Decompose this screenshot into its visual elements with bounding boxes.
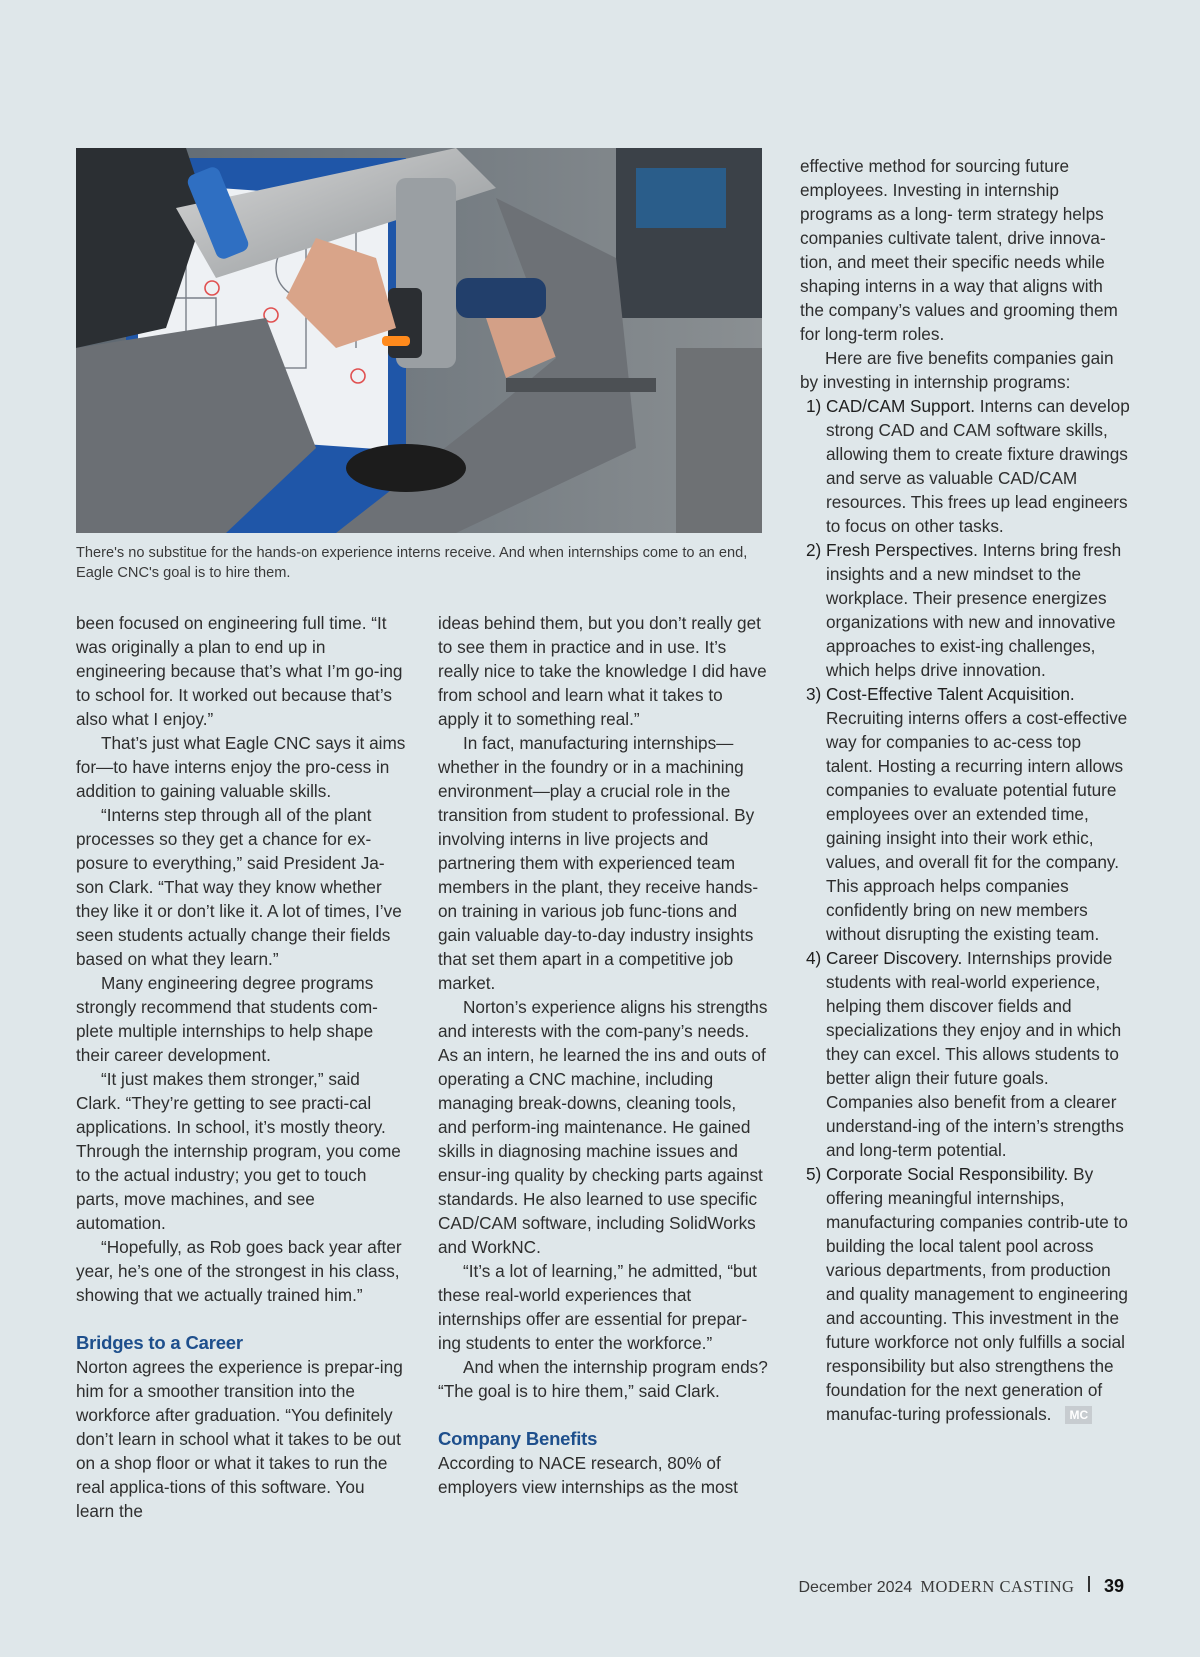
list-number: 3) [806, 684, 822, 704]
list-item-heading: Career Discovery. [826, 948, 963, 968]
list-item-heading: Cost-Effective Talent Acquisition. [826, 684, 1075, 704]
list-item [800, 946, 1130, 1162]
list-item-heading: Fresh Perspectives. [826, 540, 978, 560]
list-item-body: Recruiting interns offers a cost-effective way for companies to ac-cess top talent. Hosting a recurring intern allows companies to evaluate potential future employees over an extended time, gaining insight into their work ethic, values, and overall fit for the company. This approach helps companies confidently bring on new members without disrupting the existing team. [826, 708, 1128, 944]
list-item [800, 1162, 1130, 1426]
article-column-1 [76, 611, 406, 1523]
issue-date: December 2024 [798, 1579, 913, 1596]
article-column-2 [438, 611, 768, 1499]
page-number: 39 [1103, 1576, 1124, 1596]
article-photo [76, 148, 762, 533]
list-item-body: Interns can develop strong CAD and CAM software skills, allowing them to create fixture drawings and serve as valuable CAD/CAM resources. This frees up lead engineers to focus on other tasks. [826, 396, 1130, 536]
section-heading: Company Benefits [438, 1428, 598, 1449]
paragraph: “Hopefully, as Rob goes back year after year, he’s one of the strongest in his class, showing that we actually trained him.” [76, 1237, 402, 1305]
paragraph: “It’s a lot of learning,” he admitted, “but these real-world experiences that internships offer are essential for prepar-ing students to enter the workforce.” [438, 1261, 757, 1353]
photo-illustration [76, 148, 762, 533]
paragraph: And when the internship program ends? “The goal is to hire them,” said Clark. [438, 1357, 768, 1401]
list-number: 1) [806, 396, 822, 416]
paragraph: “It just makes them stronger,” said Clark. “They’re getting to see practi-cal applications. In school, it’s mostly theory. Through the internship program, you come to the actual industry; you get to touch parts, move machines, and see automation. [76, 1069, 401, 1233]
list-number: 4) [806, 948, 822, 968]
list-item-heading: Corporate Social Responsibility. [826, 1164, 1069, 1184]
list-item [800, 538, 1130, 682]
list-number: 5) [806, 1164, 822, 1184]
paragraph: ideas behind them, but you don’t really get to see them in practice and in use. It’s really nice to take the knowledge I did have from school and learn what it takes to apply it to something real.” [438, 613, 767, 729]
end-mark-logo: MC [1065, 1406, 1092, 1424]
page-footer [798, 1576, 1124, 1597]
paragraph: Many engineering degree programs strongly recommend that students com-plete multiple internships to help shape their career development. [76, 973, 378, 1065]
paragraph: Here are five benefits companies gain by investing in internship programs: [800, 348, 1114, 392]
list-item [800, 394, 1130, 538]
article-column-3 [800, 154, 1130, 1426]
paragraph: effective method for sourcing future employees. Investing in internship programs as a long- term strategy helps companies cultivate talent, drive innova-tion, and meet their specific needs while shaping interns in a way that aligns with the company’s values and grooming them for long-term roles. [800, 156, 1118, 344]
paragraph: Norton agrees the experience is prepar-ing him for a smoother transition into the workforce after graduation. “You definitely don’t learn in school what it takes to be out on a shop floor or what it takes to run the real applica-tions of this software. You learn the [76, 1357, 403, 1521]
paragraph: That’s just what Eagle CNC says it aims for—to have interns enjoy the pro-cess in addition to gaining valuable skills. [76, 733, 406, 801]
photo-caption: There's no substitue for the hands-on experience interns receive. And when internships come to an end, Eagle CNC's goal is to hire them. [76, 545, 748, 581]
list-item-heading: CAD/CAM Support. [826, 396, 976, 416]
footer-divider [1088, 1576, 1090, 1592]
section-heading: Bridges to a Career [76, 1332, 243, 1353]
publication-name: MODERN CASTING [920, 1577, 1075, 1596]
paragraph: According to NACE research, 80% of employers view internships as the most [438, 1453, 738, 1497]
list-item [800, 682, 1130, 946]
paragraph: In fact, manufacturing internships—whether in the foundry or in a machining environment—play a crucial role in the transition from student to professional. By involving interns in live projects and partnering them with experienced team members in the plant, they receive hands-on training in various job func-tions and gain valuable day-to-day industry insights that set them apart in a competitive job market. [438, 733, 759, 993]
benefits-list [800, 394, 1130, 1426]
paragraph: been focused on engineering full time. “It was originally a plan to end up in engineering because that’s what I’m go-ing to school for. It worked out because that’s also what I enjoy.” [76, 613, 403, 729]
list-item-body: By offering meaningful internships, manufacturing companies contrib-ute to building the local talent pool across various departments, from production and quality management to engineering and accounting. This investment in the future workforce not only fulfills a social responsibility but also strengthens the foundation for the next generation of manufac-turing professionals. [826, 1164, 1128, 1424]
list-number: 2) [806, 540, 822, 560]
paragraph: “Interns step through all of the plant processes so they get a chance for ex-posure to everything,” said President Ja-son Clark. “That way they know whether they like it or don’t like it. A lot of times, I’ve seen students actually change their fields based on what they learn.” [76, 805, 402, 969]
list-item-body: Interns bring fresh insights and a new mindset to the workplace. Their presence energizes organizations with new and innovative approaches to exist-ing challenges, which helps drive innovation. [826, 540, 1122, 680]
list-item-body: Internships provide students with real-world experience, helping them discover fields and specializations they enjoy and in which they can excel. This allows students to better align their future goals. Companies also benefit from a clearer understand-ing of the intern’s strengths and long-term potential. [826, 948, 1124, 1160]
paragraph: Norton’s experience aligns his strengths and interests with the com-pany’s needs. As an intern, he learned the ins and outs of operating a CNC machine, including managing break-downs, cleaning tools, and perform-ing maintenance. He gained skills in diagnosing machine issues and ensur-ing quality by checking parts against standards. He also learned to use specific CAD/CAM software, including SolidWorks and WorkNC. [438, 997, 768, 1257]
